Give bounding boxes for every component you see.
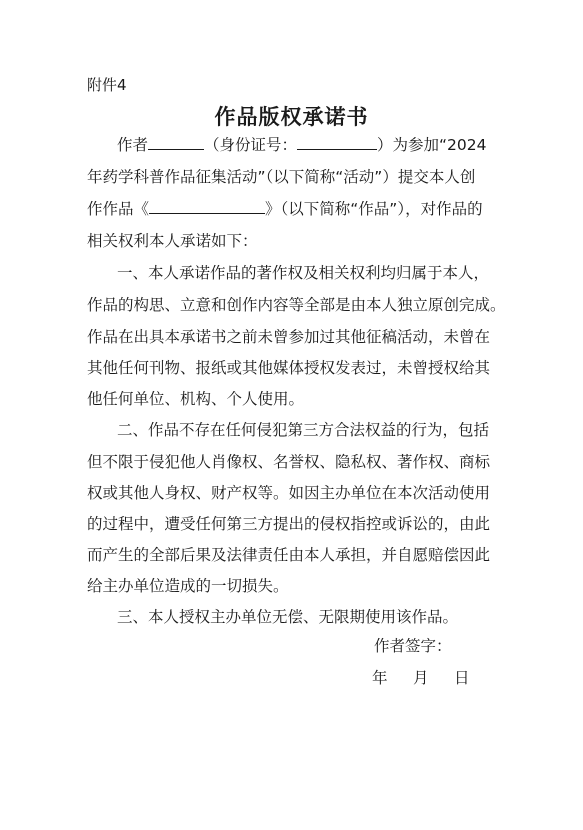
clause1-line: 他任何单位、机构、个人使用。 bbox=[87, 390, 305, 408]
clause1-line: 其他任何刊物、报纸或其他媒体授权发表过，未曾授权给其 bbox=[87, 359, 491, 377]
work-title-suffix: 》（以下简称“作品”），对作品的 bbox=[265, 200, 483, 218]
id-number-label: （身份证号： bbox=[204, 136, 298, 154]
date-day-label: 日 bbox=[454, 669, 470, 687]
clause2-line: 的过程中，遭受任何第三方提出的侵权指控或诉讼的，由此 bbox=[87, 515, 491, 533]
intro-line-3 bbox=[87, 197, 483, 219]
clause1-line: 作品的构思、立意和创作内容等全部是由本人独立原创完成。 bbox=[87, 296, 506, 314]
clause2-line: 但不限于侵犯他人肖像权、名誉权、隐私权、著作权、商标 bbox=[87, 453, 491, 471]
work-title-blank[interactable] bbox=[149, 199, 265, 214]
author-name-blank[interactable] bbox=[148, 135, 204, 150]
clause2-line: 而产生的全部后果及法律责任由本人承担，并自愿赔偿因此 bbox=[87, 546, 491, 564]
clause3-line: 三、本人授权主办单位无偿、无限期使用该作品。 bbox=[117, 608, 459, 626]
work-title-prefix: 作作品《 bbox=[87, 200, 150, 218]
author-label: 作者 bbox=[117, 136, 149, 154]
clause2-line: 权或其他人身权、财产权等。如因主办单位在本次活动使用 bbox=[87, 484, 491, 502]
clause2-line: 二、作品不存在任何侵犯第三方合法权益的行为，包括 bbox=[117, 421, 490, 439]
intro-line-1-end: ）为参加“2024 bbox=[377, 136, 487, 154]
date-year-label: 年 bbox=[372, 669, 388, 687]
clause1-line: 一、本人承诺作品的著作权及相关权利均归属于本人， bbox=[117, 264, 490, 282]
signature-label: 作者签字： bbox=[374, 637, 452, 655]
date-month-label: 月 bbox=[413, 669, 429, 687]
intro-line-2: 年药学科普作品征集活动”（以下简称“活动”）提交本人创 bbox=[87, 168, 476, 186]
intro-line-1 bbox=[117, 133, 487, 155]
document-title: 作品版权承诺书 bbox=[214, 105, 369, 129]
clause1-line: 作品在出具本承诺书之前未曾参加过其他征稿活动，未曾在 bbox=[87, 328, 491, 346]
intro-line-4: 相关权利本人承诺如下： bbox=[87, 232, 258, 250]
attachment-label: 附件4 bbox=[87, 76, 127, 94]
id-number-blank[interactable] bbox=[297, 135, 377, 150]
clause2-line: 给主办单位造成的一切损失。 bbox=[87, 577, 289, 595]
